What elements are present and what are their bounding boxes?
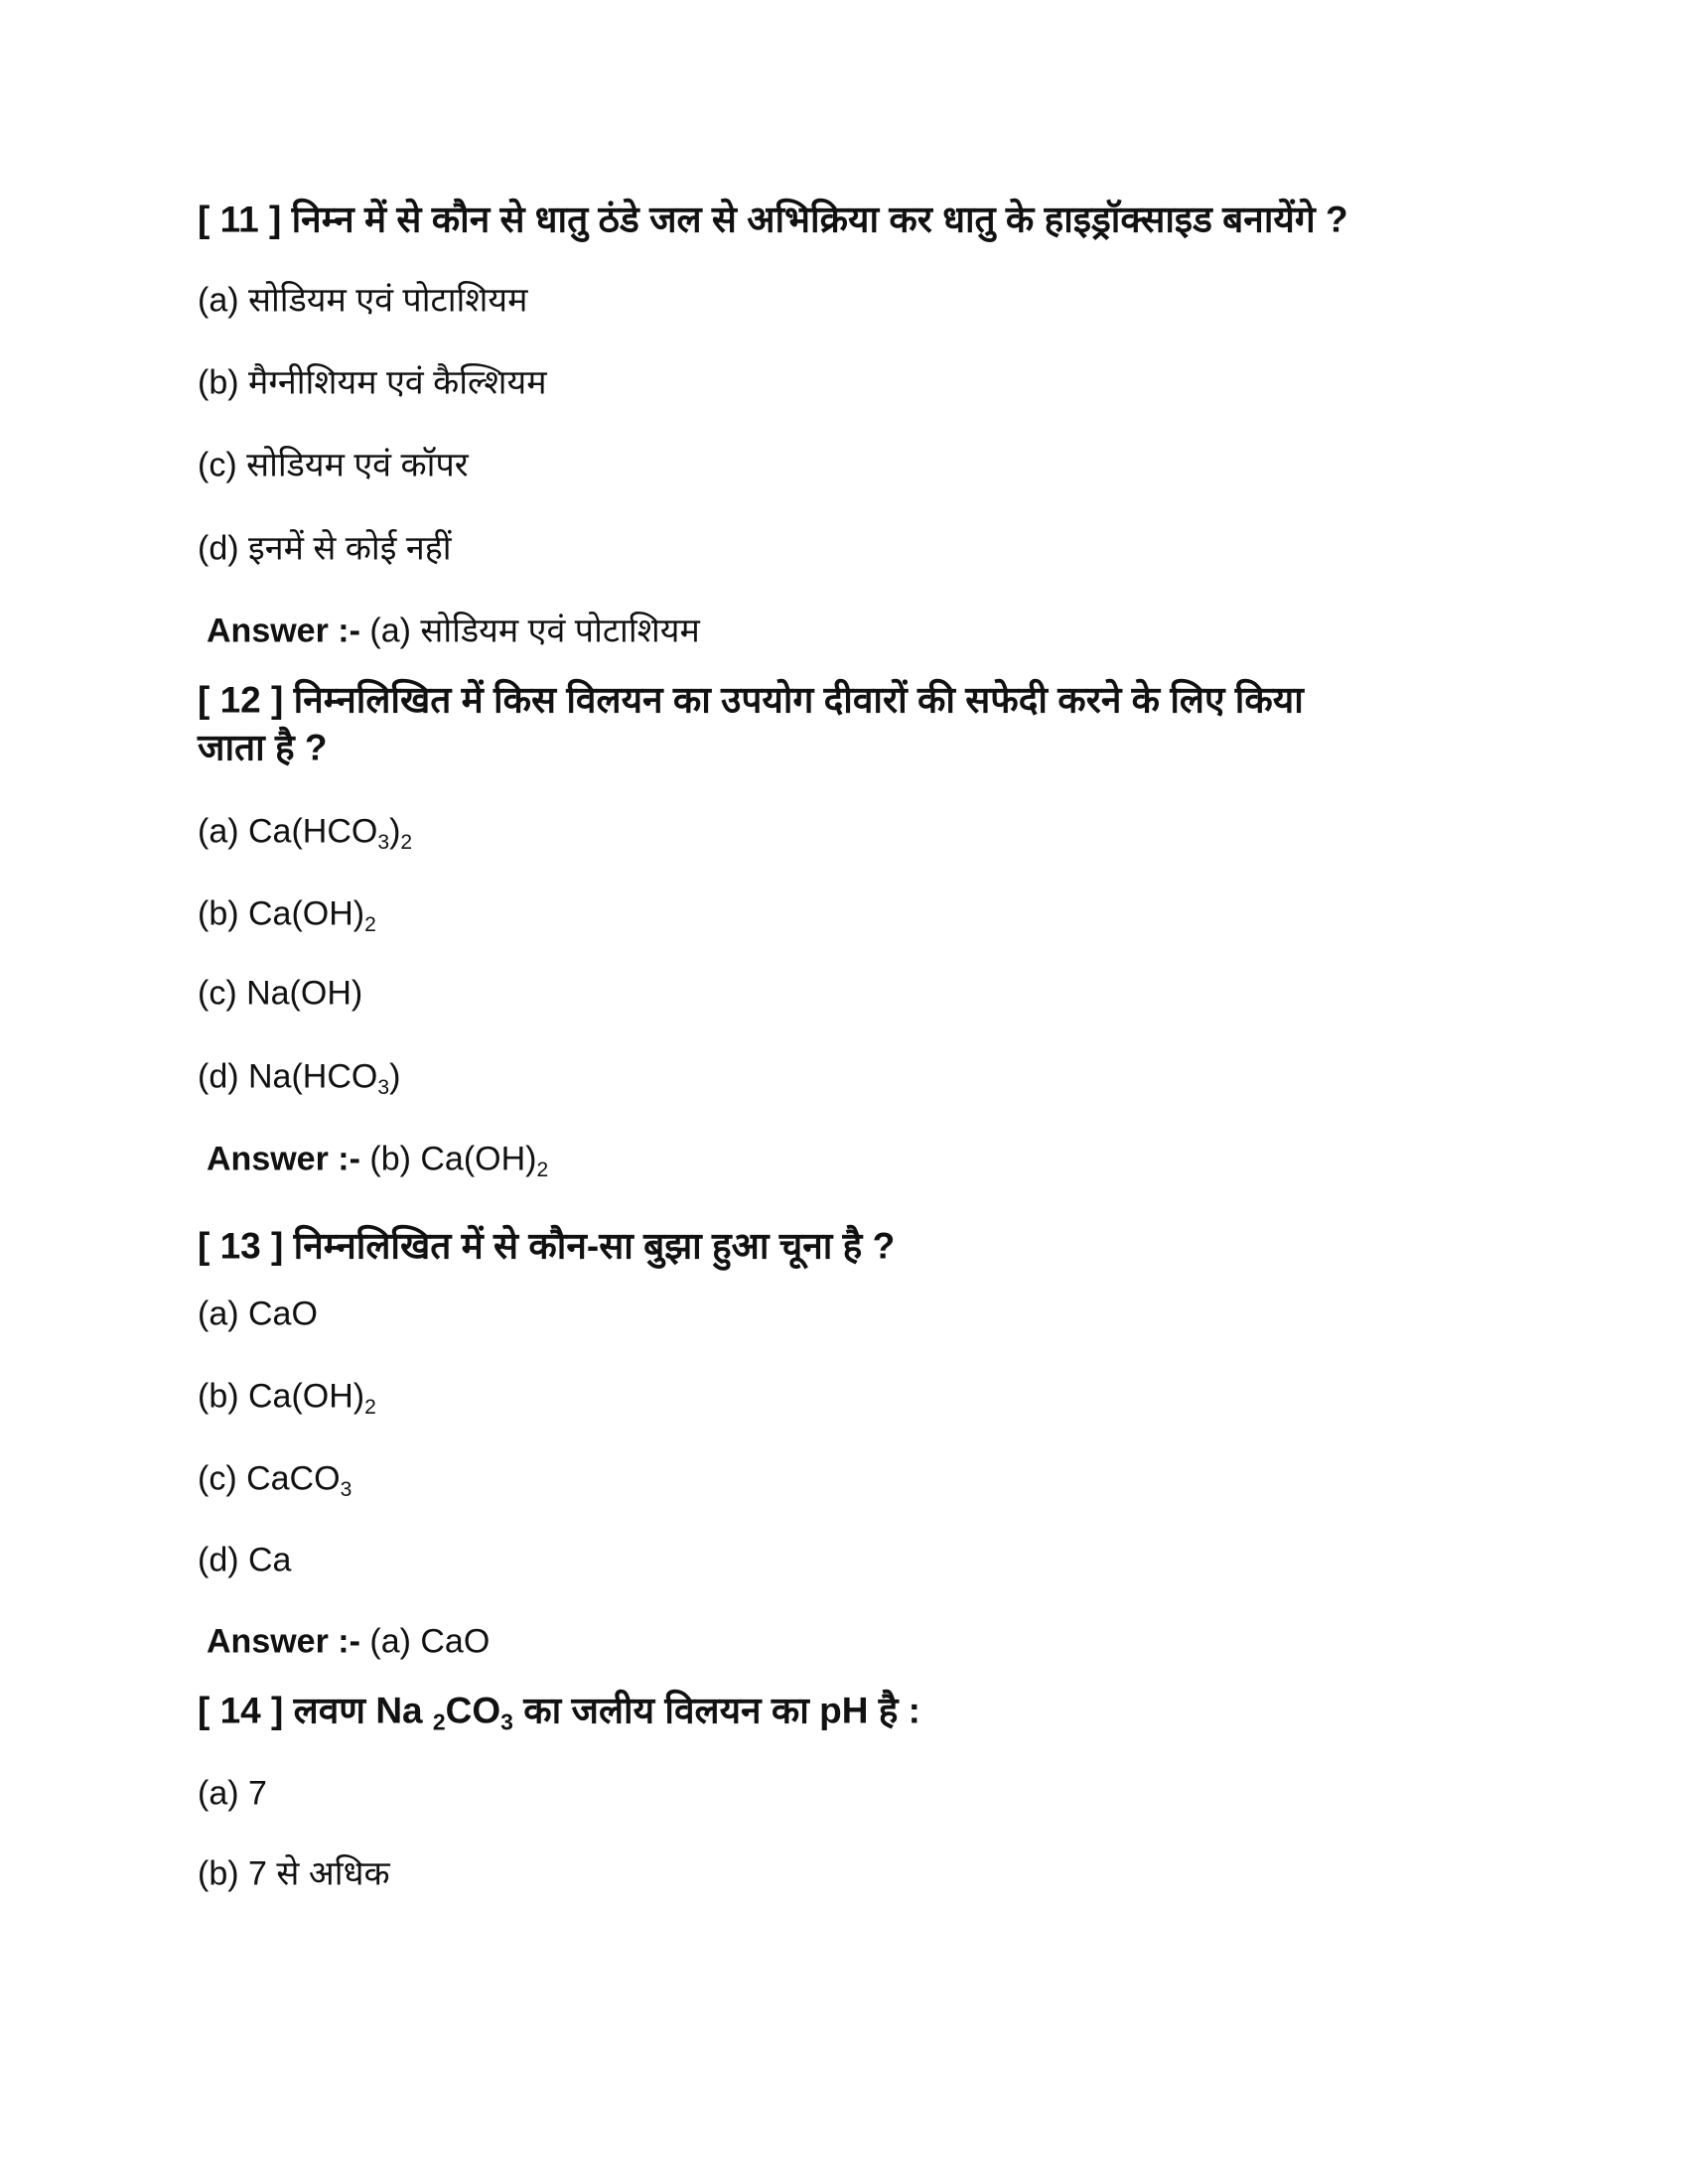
text-segment: (d) Na(HCO (198, 1057, 378, 1096)
option-item (198, 1057, 401, 1099)
option-item (198, 894, 376, 936)
text-segment: (a) सोडियम एवं पोटाशियम (359, 612, 700, 650)
option-item (198, 1854, 390, 1893)
text-segment: (a) 7 (198, 1774, 267, 1813)
text-segment: (d) इनमें से कोई नहीं (198, 529, 452, 568)
question-text (198, 1691, 920, 1733)
subscript: 2 (536, 1158, 549, 1181)
subscript: 2 (364, 1395, 376, 1419)
text-segment: का जलीय विलयन का pH है : (512, 1690, 921, 1731)
text-segment: [ 12 ] निम्नलिखित में किस विलयन का उपयोग दीवारों की सफेदी करने के लिए किया (198, 679, 1304, 721)
option-item (198, 1295, 318, 1333)
text-segment: [ 13 ] निम्नलिखित में से कौन-सा बुझा हुआ चूना है ? (198, 1225, 896, 1267)
text-segment: (b) Ca(OH) (359, 1140, 537, 1178)
option-item (198, 281, 527, 320)
option-item (198, 363, 547, 402)
subscript: 2 (400, 830, 413, 854)
answer-label: Answer :- (207, 612, 360, 650)
text-segment: जाता है ? (198, 727, 328, 768)
question-text (198, 200, 1348, 242)
option-item (198, 974, 362, 1013)
text-segment: [ 14 ] लवण Na (198, 1690, 433, 1731)
text-segment: (b) Ca(OH) (198, 1377, 365, 1416)
text-segment: (c) Na(OH) (198, 974, 363, 1013)
question-text (198, 728, 328, 770)
subscript: 3 (500, 1708, 513, 1735)
text-segment: (d) Ca (198, 1541, 292, 1579)
subscript: 2 (364, 912, 376, 936)
text-segment: (a) सोडियम एवं पोटाशियम (198, 281, 528, 320)
text-segment: (b) Ca(OH) (198, 894, 365, 933)
question-text (198, 680, 1304, 723)
subscript: 3 (377, 830, 390, 854)
text-segment: (a) Ca(HCO (198, 812, 378, 851)
text-segment: ) (389, 812, 401, 851)
option-item (198, 1377, 376, 1419)
subscript: 3 (340, 1477, 352, 1501)
text-segment: (a) CaO (198, 1295, 318, 1333)
option-item (198, 1774, 267, 1813)
text-segment: (b) 7 से अधिक (198, 1854, 390, 1893)
option-item (198, 812, 413, 854)
text-segment: (c) CaCO (198, 1459, 341, 1498)
question-text (198, 1226, 895, 1269)
answer-label: Answer :- (207, 1622, 360, 1661)
answer-line (207, 1140, 549, 1181)
option-item (198, 1541, 291, 1579)
answer-label: Answer :- (207, 1140, 360, 1178)
answer-line (207, 612, 700, 650)
text-segment: (c) सोडियम एवं कॉपर (198, 446, 469, 484)
subscript: 3 (377, 1075, 390, 1099)
option-item (198, 1459, 352, 1501)
text-segment: (a) CaO (359, 1622, 491, 1661)
option-item (198, 446, 469, 484)
subscript: 2 (432, 1708, 446, 1735)
text-segment: [ 11 ] निम्न में से कौन से धातु ठंडे जल से अभिक्रिया कर धातु के हाइड्रॉक्साइड बनायेंगे ? (198, 199, 1348, 240)
text-segment: ) (389, 1057, 401, 1096)
text-segment: CO (445, 1690, 501, 1731)
answer-line (207, 1622, 490, 1661)
text-segment: (b) मैग्नीशियम एवं कैल्शियम (198, 363, 547, 402)
option-item (198, 529, 452, 568)
